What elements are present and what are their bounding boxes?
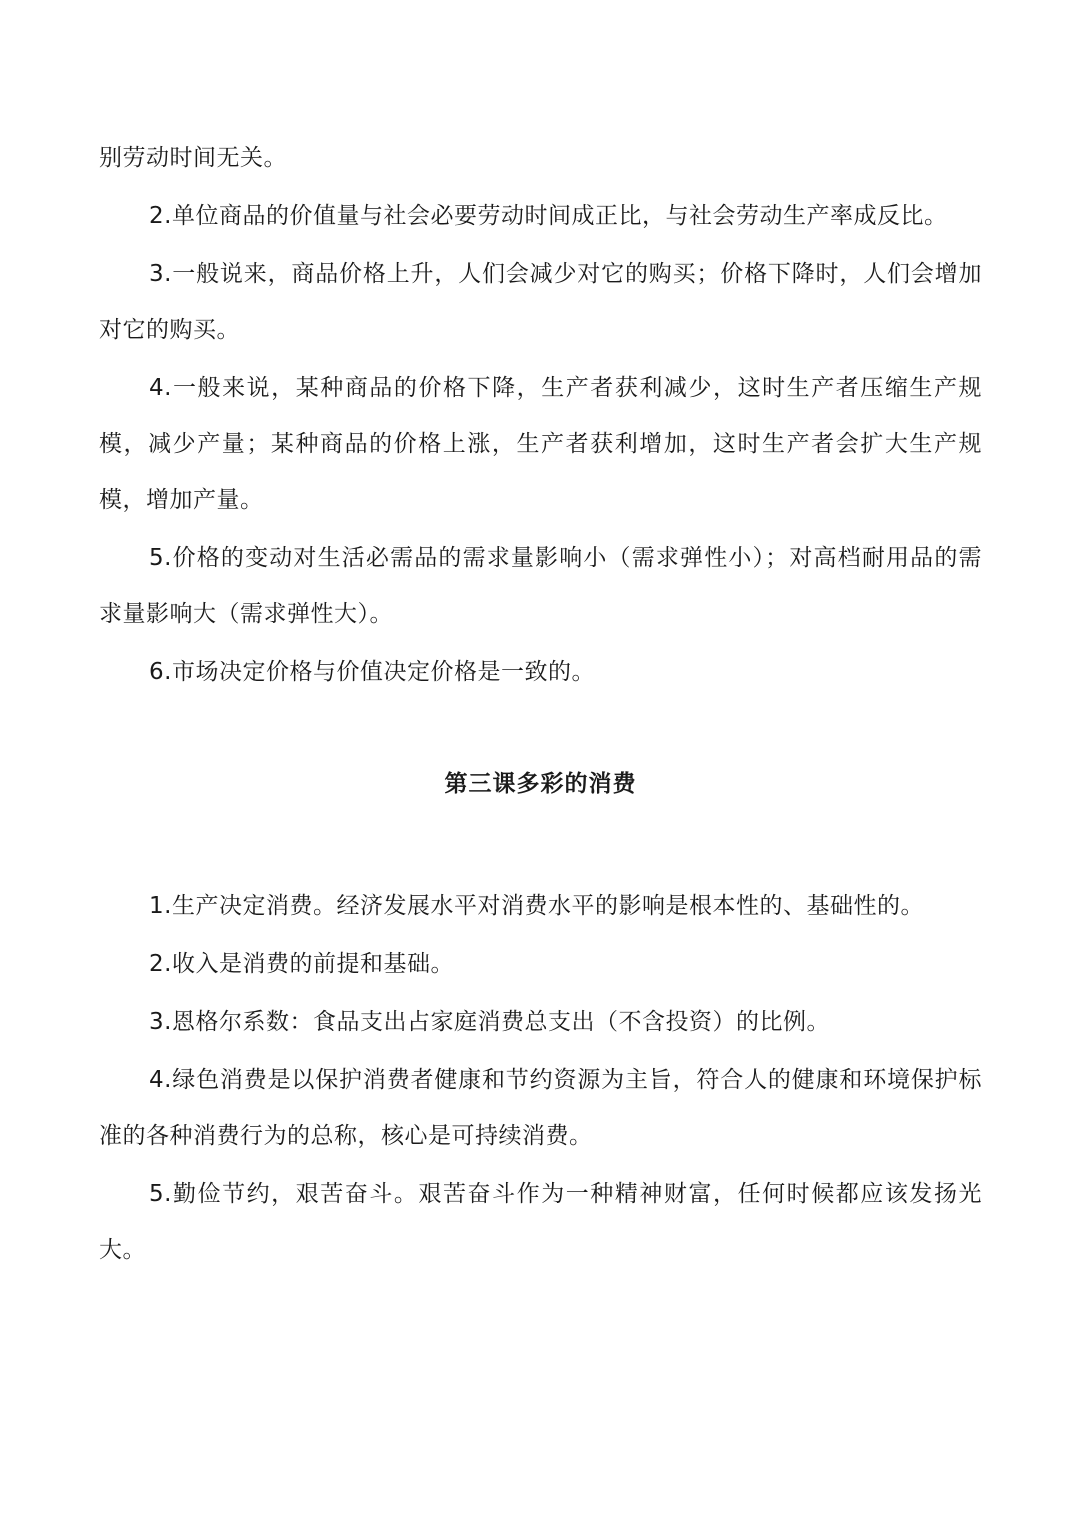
list-item: 5.勤俭节约，艰苦奋斗。艰苦奋斗作为一种精神财富，任何时候都应该发扬光大。: [99, 1181, 982, 1263]
list-item: 2.收入是消费的前提和基础。: [149, 951, 454, 977]
list-item: 5.价格的变动对生活必需品的需求量影响小（需求弹性小）；对高档耐用品的需求量影响大（需求弹性大）。: [99, 545, 982, 627]
list-item: 3.一般说来，商品价格上升，人们会减少对它的购买；价格下降时，人们会增加对它的购买。: [99, 261, 982, 343]
list-item: 2.单位商品的价值量与社会必要劳动时间成正比，与社会劳动生产率成反比。: [149, 203, 948, 229]
carryover-paragraph: 别劳动时间无关。: [99, 145, 287, 171]
list-item: 6.市场决定价格与价值决定价格是一致的。: [149, 659, 595, 685]
list-item: 1.生产决定消费。经济发展水平对消费水平的影响是根本性的、基础性的。: [149, 893, 924, 919]
section-consumption: [99, 878, 982, 1278]
section-title: 第三课多彩的消费: [444, 771, 637, 797]
section-price-value: [99, 0, 982, 700]
list-item: 4.绿色消费是以保护消费者健康和节约资源为主旨，符合人的健康和环境保护标准的各种消费行为的总称，核心是可持续消费。: [99, 1067, 982, 1149]
list-item: 3.恩格尔系数：食品支出占家庭消费总支出（不含投资）的比例。: [149, 1009, 830, 1035]
list-item: 4.一般来说，某种商品的价格下降，生产者获利减少，这时生产者压缩生产规模，减少产量；某种商品的价格上涨，生产者获利增加，这时生产者会扩大生产规模，增加产量。: [99, 375, 982, 513]
